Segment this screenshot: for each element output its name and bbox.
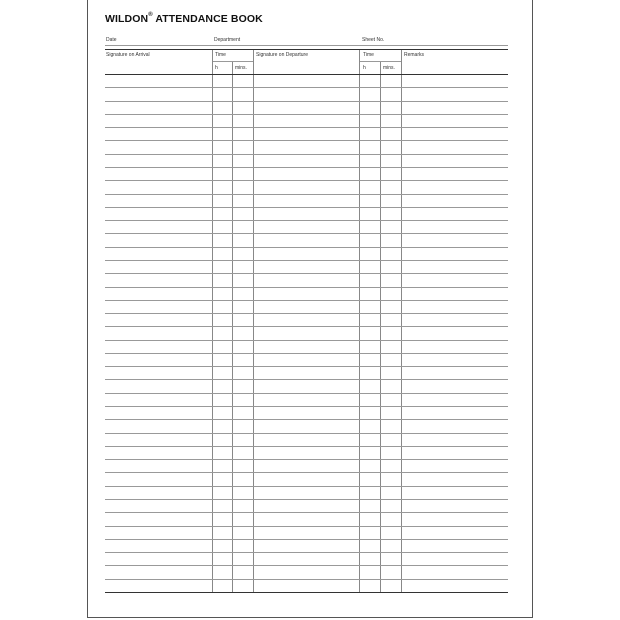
signature-departure-header: Signature on Departure — [256, 52, 308, 58]
ruled-row-line — [105, 313, 508, 314]
ruled-row-line — [105, 539, 508, 540]
ruled-row-line — [105, 552, 508, 553]
hours-header-2: h — [363, 65, 366, 71]
signature-arrival-header: Signature on Arrival — [106, 52, 150, 58]
ruled-row-line — [105, 433, 508, 434]
table-bottom-rule — [105, 592, 508, 593]
ruled-row-line — [105, 273, 508, 274]
date-label: Date — [106, 37, 117, 43]
table-top-rule — [105, 49, 508, 50]
ruled-row-line — [105, 393, 508, 394]
ruled-row-line — [105, 366, 508, 367]
hours-header-1: h — [215, 65, 218, 71]
ruled-row-line — [105, 233, 508, 234]
sheet-no-label: Sheet No. — [362, 37, 385, 43]
ruled-row-line — [105, 486, 508, 487]
ruled-row-line — [105, 247, 508, 248]
ruled-row-line — [105, 87, 508, 88]
ruled-row-line — [105, 499, 508, 500]
ruled-row-line — [105, 565, 508, 566]
ruled-row-line — [105, 300, 508, 301]
time-header-1: Time — [215, 52, 226, 58]
ruled-row-line — [105, 260, 508, 261]
ruled-row-line — [105, 167, 508, 168]
ruled-row-line — [105, 287, 508, 288]
table-header-rule — [105, 74, 508, 75]
minutes-header-2: mins. — [383, 65, 395, 71]
ruled-row-line — [105, 101, 508, 102]
ruled-row-line — [105, 140, 508, 141]
column-divider — [359, 49, 360, 592]
ruled-row-line — [105, 114, 508, 115]
header-field-line — [105, 45, 508, 46]
ruled-row-line — [105, 512, 508, 513]
ruled-row-line — [105, 379, 508, 380]
ruled-row-line — [105, 526, 508, 527]
ruled-row-line — [105, 220, 508, 221]
minutes-header-1: mins. — [235, 65, 247, 71]
ruled-row-line — [105, 419, 508, 420]
column-divider — [401, 49, 402, 592]
column-divider — [253, 49, 254, 592]
remarks-header: Remarks — [404, 52, 425, 58]
ruled-row-line — [105, 579, 508, 580]
ruled-row-line — [105, 194, 508, 195]
ruled-row-line — [105, 180, 508, 181]
time-header-2: Time — [363, 52, 374, 58]
ruled-row-line — [105, 326, 508, 327]
ruled-row-line — [105, 353, 508, 354]
ruled-row-line — [105, 340, 508, 341]
ruled-row-line — [105, 406, 508, 407]
ruled-row-line — [105, 207, 508, 208]
page-title: WILDON® ATTENDANCE BOOK — [105, 12, 263, 25]
ruled-row-line — [105, 459, 508, 460]
ruled-row-line — [105, 154, 508, 155]
ruled-row-line — [105, 127, 508, 128]
ruled-row-line — [105, 446, 508, 447]
column-divider — [212, 49, 213, 592]
department-label: Department — [214, 37, 241, 43]
ruled-row-line — [105, 472, 508, 473]
